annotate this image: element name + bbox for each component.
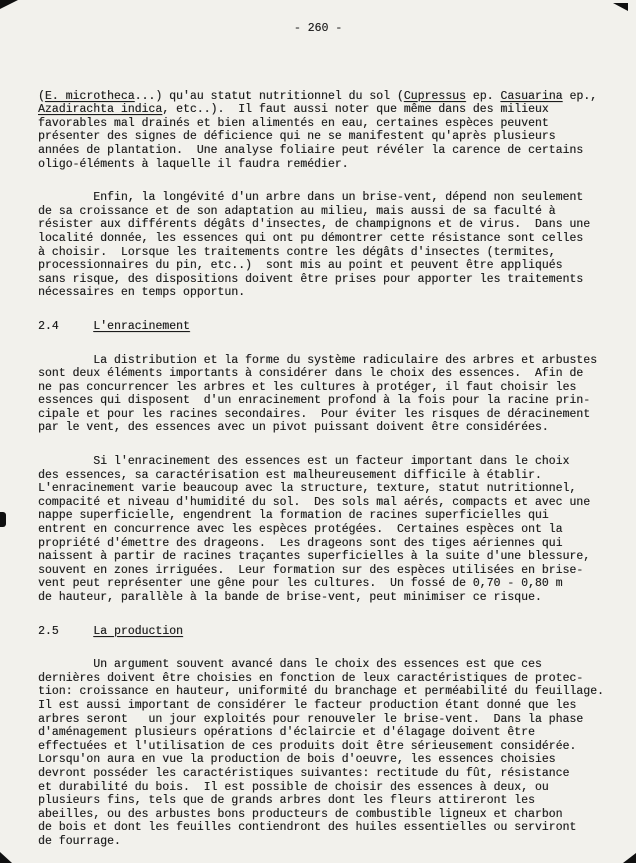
section-number: 2.4 [38,319,59,333]
scan-artifact-left-edge [0,512,6,527]
underlined-text: Azadirachta indica [38,103,163,117]
text-line: L'enracinement varie beaucoup avec la structure, texture, statut nutritionnel, [38,482,577,496]
text-line: tion: croissance en hauteur, uniformité du branchage et perméabilité du feuillage. [38,685,604,699]
text-line: et durabilité du bois. Il est possible de choisir des essences à deux, ou [38,780,549,794]
text-line: de fourrage. [38,834,121,848]
scan-artifact-bottom-left [0,852,12,863]
text-line: ne pas concurrencer les arbres et les cultures à protéger, il faut choisir les [38,380,577,394]
section-title: La production [93,624,183,638]
text-line: essences qui disposent d'un enracinement profond à la fois pour la racine prin- [38,394,591,408]
text-line: sont deux éléments importants à considérer dans le choix des essences. Afin de [38,367,584,381]
text-line: Un argument souvent avancé dans le choix des essences est que ces [38,658,542,672]
text-line: compacité et niveau d'humidité du sol. Des sols mal aérés, compacts et avec une [38,495,591,509]
text-line: arbres seront un jour exploités pour renouveler le brise-vent. Dans la phase [38,712,584,726]
text-line: Azadirachta indica, etc..). Il faut aussi noter que même dans des milieux [38,103,549,117]
text-line: de sa croissance et de son adaptation au milieu, mais aussi de sa faculté à [38,204,556,218]
text-line: années de plantation. Une analyse foliaire peut révéler la carence de certains [38,143,584,157]
text-line: nappe superficielle, engendrent la formation de racines superficielles qui [38,509,549,523]
underlined-text: Casuarina [500,89,563,103]
paragraph [38,658,636,848]
text-line: vent peut représenter une gêne pour les cultures. Un fossé de 0,70 - 0,80 m [38,577,563,591]
text-line: Si l'enracinement des essences est un facteur important dans le choix [38,455,570,469]
text-line: favorables mal drainés et bien alimentés en eau, certaines espèces peuvent [38,116,549,130]
page-number: - 260 - [293,22,343,35]
text-line: d'aménagement plusieurs opérations d'éclaircie et d'élagage doivent être [38,726,535,740]
text-line: naissent à partir de racines traçantes superficielles à la suite d'une blessure, [38,550,591,564]
text-line: sans risque, des dispositions doivent être prises pour apporter les traitements [38,272,584,286]
text-line: oligo-éléments à laquelle il faudra remédier. [38,157,349,171]
section-number: 2.5 [38,624,59,638]
text-line: Lorsqu'on aura en vue la production de bois d'oeuvre, les essences choisies [38,753,556,767]
text-line: présenter des signes de déficience qui ne se manifestent qu'après plusieurs [38,130,556,144]
text-line: localité donnée, les essences qui ont pu démontrer cette résistance sont celles [38,231,584,245]
text-line: (E. microtheca...) qu'au statut nutritionnel du sol (Cupressus ep. Casuarina ep., [38,89,598,103]
text-line: plusieurs fins, tels que de grands arbres dont les fleurs attireront les [38,794,535,808]
text-line: propriété d'émettre des drageons. Les drageons sont des tiges aériennes qui [38,536,563,550]
underlined-text: E. microtheca [44,89,135,103]
text-line: nécessaires en temps opportun. [38,286,246,300]
document-body [38,90,636,849]
text-line: La distribution et la forme du système radiculaire des arbres et arbustes [38,353,597,367]
paragraph [38,455,636,605]
text-line: de bois et dont les feuilles contiendront des huiles essentielles ou serviront [38,821,577,835]
paragraph [38,90,636,172]
text-line: par le vent, des essences avec un pivot puissant doivent être considérées. [38,421,549,435]
text-line: à choisir. Lorsque les traitements contre les dégâts d'insectes (termites, [38,245,556,259]
paragraph [38,354,636,436]
scan-artifact-top-left [0,0,18,9]
text-line: cipale et pour les racines secondaires. Pour éviter les risques de déracinement [38,407,591,421]
text-line: processionnaires du pin, etc..) sont mis au point et peuvent être appliqués [38,259,563,273]
text-line: Enfin, la longévité d'un arbre dans un brise-vent, dépend non seulement [38,191,584,205]
text-line: devront posséder les caractéristiques suivantes: rectitude du fût, résistance [38,766,570,780]
text-line: abeilles, ou des arbustes bons producteurs de combustible ligneux et charbon [38,807,563,821]
text-line: souvent en zones irriguées. Leur formation sur des espèces utilisées en brise- [38,563,584,577]
text-line: entrent en concurrence avec les espèces protégées. Certaines espèces ont la [38,523,563,537]
underlined-text: Cupressus [403,89,466,103]
text-line: de hauteur, parallèle à la bande de brise-vent, peut minimiser ce risque. [38,591,542,604]
text-line: des essences, sa caractérisation est malheureusement difficile à établir. [38,468,542,482]
text-line: effectuées et l'utilisation de ces produits doit être sérieusement considérée. [38,739,577,753]
section-heading [38,625,636,639]
section-heading [38,320,636,334]
text-line: Il est aussi important de considérer le facteur production étant donné que les [38,698,577,712]
scan-artifact-top-right [613,3,628,11]
text-line: dernières doivent être choisies en fonction de leux caractéristiques de protec- [38,671,584,685]
scan-artifact-bottom-right [623,853,636,863]
paragraph [38,191,636,300]
section-title: L'enracinement [93,319,190,333]
text-line: résister aux différents dégâts d'insectes, de champignons et de virus. Dans une [38,218,591,232]
